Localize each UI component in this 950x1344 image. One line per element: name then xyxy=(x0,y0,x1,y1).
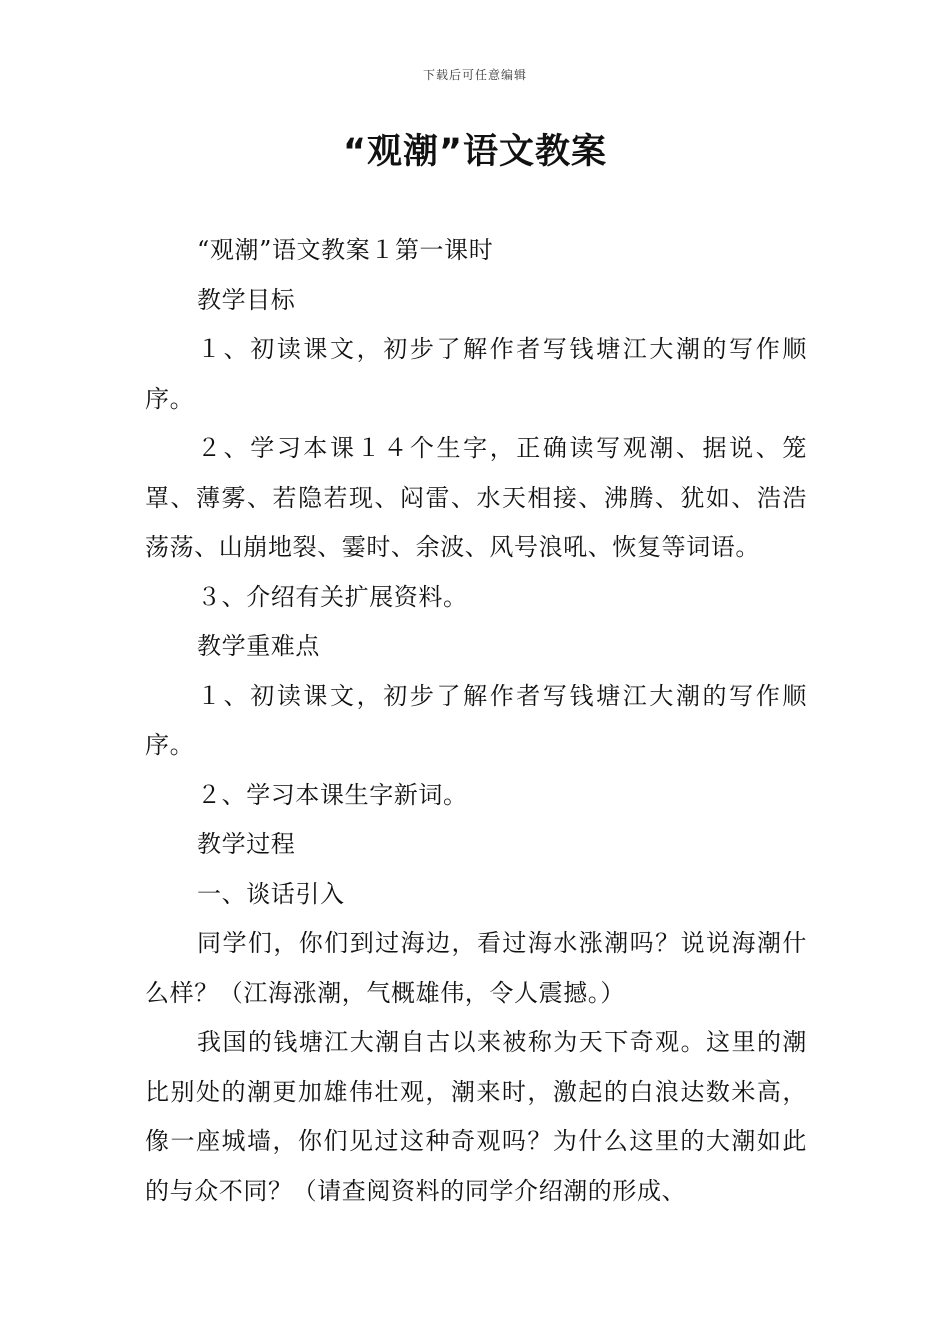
section-heading-key-points: 教学重难点 xyxy=(197,632,320,660)
objective-item: ３、介绍有关扩展资料。 xyxy=(197,582,468,611)
objective-item: １、初读课文，初步了解作者写钱塘江大潮的写作顺序。 xyxy=(145,335,807,413)
body-paragraph: 我国的钱塘江大潮自古以来被称为天下奇观。这里的潮比别处的潮更加雄伟壮观，潮来时，激起的白浪达数米高，像一座城墙，你们见过这种奇观吗？为什么这里的大潮如此的与众不同？（请查阅资料的同学介绍潮的形成、 xyxy=(145,1028,807,1205)
key-point-item: １、初读课文，初步了解作者写钱塘江大潮的写作顺序。 xyxy=(145,681,807,759)
section-heading-objectives: 教学目标 xyxy=(197,285,296,314)
document-body xyxy=(145,226,807,1216)
body-paragraph: 同学们，你们到过海边，看过海水涨潮吗？说说海潮什么样？（江海涨潮，气概雄伟，令人震撼。） xyxy=(145,929,807,1007)
key-point-item: ２、学习本课生字新词。 xyxy=(197,780,468,809)
objective-item: ２、学习本课１４个生字，正确读写观潮、据说、笼罩、薄雾、若隐若现、闷雷、水天相接、沸腾、犹如、浩浩荡荡、山崩地裂、霎时、余波、风号浪吼、恢复等词语。 xyxy=(145,434,807,561)
header-note: 下载后可任意编辑 xyxy=(422,68,527,82)
document-title: “观潮”语文教案 xyxy=(342,132,607,172)
section-heading-process: 教学过程 xyxy=(197,830,296,858)
lesson-subtitle: “观潮”语文教案１第一课时 xyxy=(197,236,494,264)
process-step-heading: 一、谈话引入 xyxy=(197,879,345,908)
